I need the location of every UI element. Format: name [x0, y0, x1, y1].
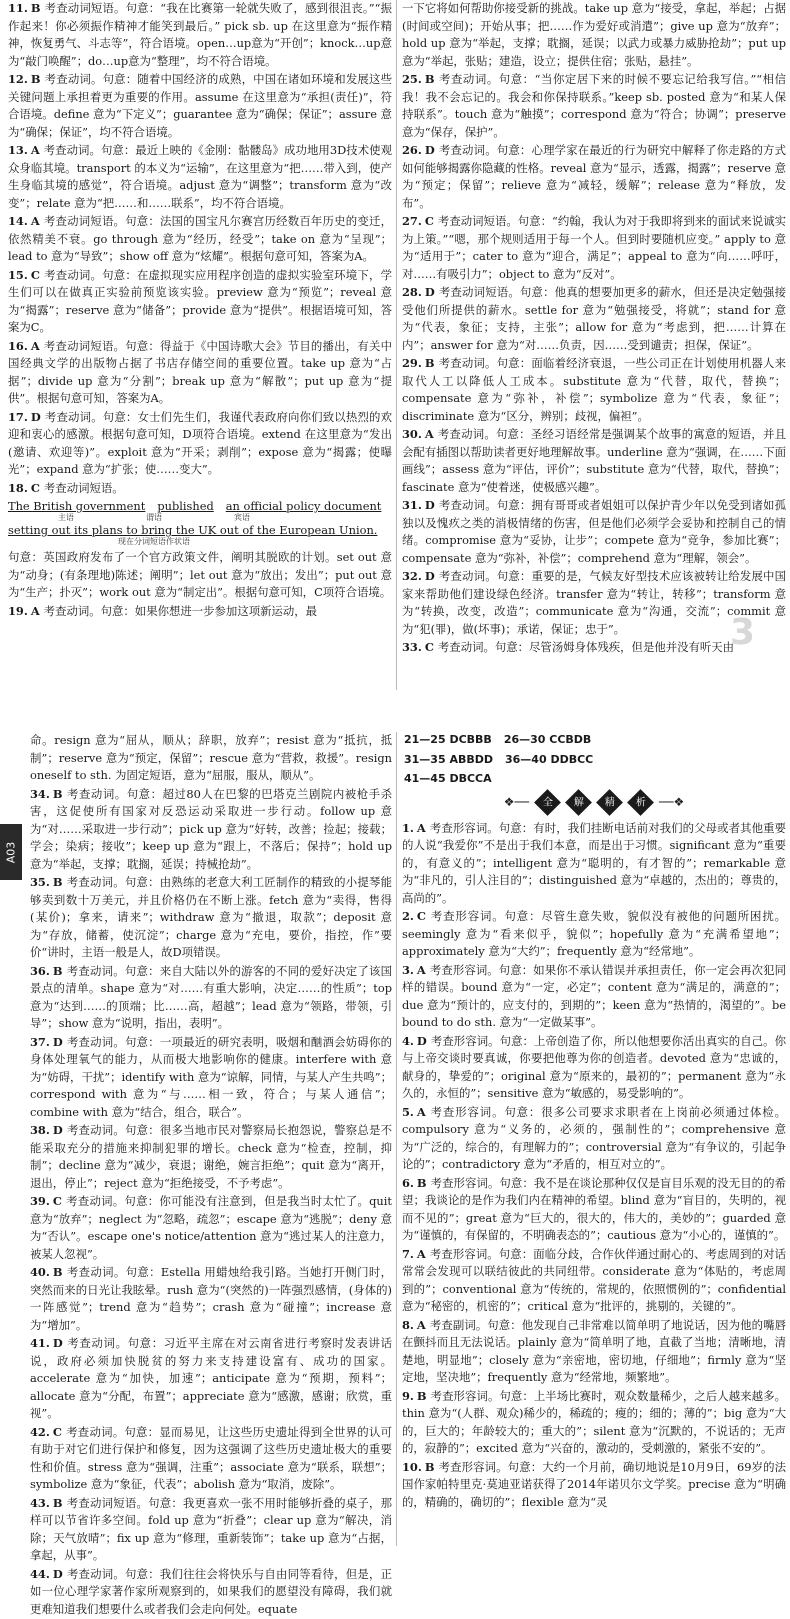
explanation-text: 考查形容词。句意：面临分歧，合作伙伴通过耐心的、考虑周到的对话常常会发现可以联结彼此的共同纽带。considerate 意为“体贴的，考虑周到的”；conventional 意为“传统的，常规的，依照惯例的”；confidential 意为“秘密的，机密的”；critical 意为“批评的，挑剔的，关键的”。	[402, 1246, 786, 1313]
side-tab: A03	[0, 824, 22, 880]
answer-choice: B	[52, 1495, 63, 1510]
answer-choice: D	[30, 409, 41, 424]
explanation-text: 考查动词。句意：面临着经济衰退，一些公司正在计划使用机器人来取代人工以降低人工成本。substitute 意为“代替，取代，替换”；compensate 意为“弥补，补偿”；symbolize 意为“代表，象征”；discriminate 意为“区分，辨别；歧视，偏袒”。	[402, 356, 786, 423]
explanation-text: 考查动词短语。句意：“我在比赛第一轮就失败了，感到很沮丧。”“振作起来！你必须振作精神才能笑到最后。” pick sb. up 在这里意为“振作精神，恢复勇气、斗志等”，符合语境。open…up意为“开创”；knock…up意为“敲门唤醒”；do…up意为“整理”，均不符合语境。	[8, 1, 392, 68]
answer-item	[8, 338, 392, 408]
answer-choice: B	[30, 72, 41, 86]
answer-continuation: 一下它将如何帮助你接受新的挑战。take up 意为“接受，拿起，举起；占据(时间或空间)；开始从事；把……作为爱好或消遣”；give up 意为“放弃”；hold up 意为“举起，支撑；耽搁，延误；以武力或暴力威胁抢劫”；put up 意为“举起，张贴；建造，设立；提供住宿；张贴，悬挂”。	[402, 1, 786, 68]
upper-right-column	[402, 0, 786, 658]
answer-item	[402, 1388, 786, 1458]
banner-char: 精	[596, 789, 623, 816]
sentence-diagram	[8, 499, 392, 547]
answer-item	[8, 71, 392, 141]
answer-item	[402, 962, 786, 1032]
question-number: 42.	[30, 1424, 50, 1439]
answer-choice: B	[52, 1265, 63, 1279]
answer-key: 41—45 DBCCA	[404, 772, 492, 785]
answer-key-block	[402, 732, 786, 787]
answer-choice: A	[30, 214, 40, 228]
answer-item	[30, 1193, 392, 1263]
answer-item	[402, 568, 786, 638]
answer-choice: C	[52, 1424, 62, 1439]
question-number: 2.	[402, 909, 414, 923]
question-number: 31.	[402, 498, 422, 512]
answer-choice: D	[416, 1033, 427, 1048]
answer-item	[402, 639, 786, 657]
explanation-text: 考查动词。句意：心理学家在最近的行为研究中解释了你走路的方式如何能够揭露你隐藏的性格。reveal 意为“显示，透露，揭露”；reserve 意为“预定；保留”；relieve 意为“减轻，缓解”；release 意为“释放，发布”。	[402, 143, 786, 210]
answer-item	[8, 142, 392, 212]
answer-item	[402, 1459, 786, 1512]
answer-item	[8, 409, 392, 479]
answer-choice: A	[30, 143, 40, 157]
answer-item	[8, 0, 392, 70]
question-number: 27.	[402, 214, 422, 228]
answer-choice: A	[416, 1104, 426, 1119]
question-number: 28.	[402, 285, 422, 299]
question-number: 38.	[30, 1123, 50, 1137]
answer-key: 36—40 DDBCC	[505, 752, 594, 766]
answer-item	[402, 142, 786, 212]
answer-item	[402, 355, 786, 425]
explanation-text: 考查副词。句意：他发现自己非常难以简单明了地说话，因为他的嘴唇在颤抖而且无法说话。plainly 意为“简单明了地，直截了当地；清晰地，清楚地，明显地”；closely 意为“亲密地，密切地，仔细地”；firmly 意为“坚定地，坚决地”；frequently 意为“经常地，频繁地”。	[402, 1317, 786, 1384]
answer-item	[402, 213, 786, 283]
banner-char: 析	[627, 789, 654, 816]
question-number: 19.	[8, 603, 28, 618]
answer-item	[402, 820, 786, 908]
answer-key: 26—30 CCBDB	[503, 733, 592, 746]
answer-choice: B	[424, 356, 435, 370]
answer-item	[8, 603, 392, 621]
question-number: 37.	[30, 1034, 50, 1049]
question-number: 4.	[402, 1033, 414, 1048]
question-number: 17.	[8, 409, 28, 424]
answer-choice: D	[424, 285, 435, 299]
explanation-text: 考查动词。句意：在虚拟现实应用程序创造的虚拟实验室环境下，学生们可以在做真正实验前预览该实验。preview 意为“预览”；reveal 意为“揭露”；reserve 意为“储备”；provide 意为“提供”。根据语境可知，答案为C。	[8, 267, 392, 334]
question-number: 13.	[8, 143, 28, 157]
answer-choice: B	[30, 1, 41, 15]
answer-choice: D	[52, 1336, 63, 1350]
answer-item	[30, 1566, 392, 1619]
question-number: 6.	[402, 1175, 414, 1190]
question-number: 10.	[402, 1459, 422, 1474]
answer-key-row	[404, 771, 786, 787]
explanation-text: 考查动词。句意：Estella 用蜡烛给我引路。当她打开侧门时，突然而来的日光让我眩晕。rush 意为“(突然的)一阵强烈感情，(身体的)一阵感觉”；trend 意为“趋势”；crash 意为“碰撞”；increase 意为“增加”。	[30, 1265, 392, 1332]
answer-continuation: 句意：英国政府发布了一个官方政策文件，阐明其脱欧的计划。set out 意为“动身；(有条理地)陈述；阐明”；let out 意为“放出；发出”；put out 意为“生产；扑灭”；work out 意为“制定出”。根据句意可知，C项符合语境。	[8, 550, 392, 599]
column-divider	[396, 732, 397, 1546]
question-number: 7.	[402, 1246, 414, 1261]
answer-item	[30, 1424, 392, 1494]
explanation-text: 考查形容词。句意：大约一个月前，确切地说是10月9日，69岁的法国作家帕特里克·莫迪亚诺获得了2014年诺贝尔文学奖。precise 意为“明确的，精确的，确切的”；flexible 意为“灵	[402, 1459, 786, 1509]
answer-item	[30, 1034, 392, 1122]
page-watermark: 3	[730, 612, 756, 653]
answer-key-row	[404, 732, 786, 748]
question-number: 29.	[402, 356, 422, 370]
answer-choice: C	[424, 640, 434, 654]
explanation-text: 考查动词。句意：我们往往会将快乐与自由同等看待，但是，正如一位心理学家著作家所观察到的，如果我们的愿望没有障碍，我们就更难知道我们想要什么或者我们会走向何处。equate	[30, 1566, 392, 1616]
answer-item	[402, 1175, 786, 1245]
explanation-text: 考查动词。句意：圣经习语经常是强调某个故事的寓意的短语，并且会配有插图以帮助读者更好地理解故事。underline 意为“强调，在……下面画线”；assess 意为“评估，评价”；substitute 意为“代替，取代，替换”；fascinate 意为“使着迷，使极感兴趣”。	[402, 427, 786, 494]
upper-left-column	[8, 0, 392, 621]
answer-choice: B	[424, 72, 435, 86]
answer-choice: C	[30, 267, 40, 282]
question-number: 18.	[8, 480, 28, 495]
question-number: 33.	[402, 640, 422, 654]
explanation-text: 考查形容词。句意：上半场比赛时，观众数量稀少，之后人越来越多。thin 意为“(人群、观众)稀少的，稀疏的；瘦的；细的；薄的”；big 意为“大的，巨大的；年龄较大的；重大的”；silent 意为“沉默的，不说话的；无声的，寂静的”；excited 意为“兴奋的，激动的，受刺激的，紧张不安的”。	[402, 1388, 786, 1455]
question-number: 36.	[30, 963, 50, 978]
answer-choice: A	[416, 1317, 426, 1332]
answer-choice: A	[416, 962, 426, 977]
answer-choice: D	[424, 143, 435, 157]
answer-choice: D	[52, 1566, 63, 1581]
answer-choice: A	[30, 603, 40, 618]
question-number: 34.	[30, 786, 50, 801]
analysis-banner	[402, 793, 786, 812]
explanation-text: 考查动词。句意：“当你定居下来的时候不要忘记给我写信。”“相信我！我不会忘记的。我会和你保持联系。”keep sb. posted 意为“和某人保持联系”。touch 意为“触摸”；correspond 意为“符合；协调”；preserve 意为“保存，保护”。	[402, 72, 786, 139]
answer-choice: D	[424, 569, 435, 583]
answer-choice: C	[52, 1194, 62, 1208]
question-number: 35.	[30, 875, 50, 889]
explanation-text: 考查动词。句意：女士们先生们，我谨代表政府向你们致以热烈的欢迎和衷心的感激。根据句意可知，D项符合语境。extend 在这里意为“发出(邀请、欢迎等)”。exploit 意为“开采；剥削”；expose 意为“揭露；使曝光”；expand 意为“扩张；使……变大”。	[8, 409, 392, 476]
diagram-phrase: The British government	[8, 499, 146, 513]
explanation-text: 考查形容词。句意：很多公司要求求职者在上岗前必须通过体检。compulsory 意为“义务的，必须的，强制性的”；comprehensive 意为“广泛的，综合的，有理解力的”；controversial 意为“有争议的，引起争论的”；contradictory 意为“矛盾的，相互对立的”。	[402, 1104, 786, 1171]
answer-choice: C	[30, 480, 40, 495]
question-number: 9.	[402, 1388, 414, 1403]
diagram-label: 宾语	[234, 513, 250, 522]
explanation-text: 考查动词短语。句意：我更喜欢一张不用时能够折叠的桌子，那样可以节省许多空间。fold up 意为“折叠”；clear up 意为“解决，消除；天气放晴”；fix up 意为“修理，重新装饰”；take up 意为“占据，拿起，从事”。	[30, 1495, 392, 1562]
explanation-text: 考查动词短语。句意：“约翰，我认为对于我即将到来的面试来说诚实为上策。”“嗯，那个规则适用于每一个人。但到时要随机应变。” apply to 意为“适用于”；cater to 意为“迎合，满足”；appeal to 意为“向……呼吁，对……有吸引力”；object to 意为“反对”。	[402, 214, 786, 281]
answer-choice: B	[424, 1459, 435, 1474]
question-number: 40.	[30, 1265, 50, 1279]
answer-item	[402, 71, 786, 141]
answer-choice: A	[424, 427, 434, 441]
answer-item	[30, 1335, 392, 1423]
question-number: 12.	[8, 72, 28, 86]
answer-choice: A	[416, 1246, 426, 1261]
explanation-text: 考查形容词。句意：我不是在谈论那种仅仅是盲目乐观的没无目的的希望；我谈论的是作为我们内在精神的希望。blind 意为“盲目的，失明的，视而不见的”；great 意为“巨大的，很大的，伟大的，美妙的”；guarded 意为“谨慎的，有保留的，不明确表态的”；cautious 意为“小心的，谨慎的”。	[402, 1175, 786, 1242]
answer-item	[402, 1104, 786, 1174]
explanation-text: 考查动词。句意：超过80人在巴黎的巴塔克兰剧院内被枪手杀害，这促使所有国家对反恐运动采取进一步行动。follow up 意为“对……采取进一步行动”；pick up 意为“好转，改善；捡起；接载；学会；染病；接收”；keep up 意为“跟上，不落后；保持”；hold up 意为“举起，支撑；耽搁，延误；持械抢劫”。	[30, 786, 392, 871]
question-number: 3.	[402, 962, 414, 977]
explanation-text: 考查动词。句意：很多当地市民对警察局长抱怨说，警察总是不能采取充分的措施来抑制犯罪的增长。check 意为“检查，控制，抑制”；decline 意为“减少，衰退；谢绝，婉言拒绝”；quit 意为“离开，退出，停止”；reject 意为“拒绝接受，不予考虑”。	[30, 1123, 392, 1190]
answer-choice: B	[416, 1388, 427, 1403]
answer-choice: D	[52, 1123, 63, 1137]
explanation-text: 考查动词短语。句意：他真的想要加更多的薪水，但还是决定勉强接受他们所提供的薪水。settle for 意为“勉强接受，将就”；stand for 意为“代表，象征；支持，主张”；allow for 意为“考虑到，把……计算在内”；answer for 意为“对……负责，因……受到谴责；担保，保证”。	[402, 285, 786, 352]
answer-choice: A	[30, 338, 40, 353]
explanation-text: 考查动词。句意：显而易见，让这些历史遗址得到全世界的认可有助于对它们进行保护和修复，因为这强调了这些历史遗址极大的重要性和价值。stress 意为“强调，注重”；associate 意为“联系，联想”；symbolize 意为“象征，代表”；abolish 意为“取消，废除”。	[30, 1424, 392, 1491]
diagram-label: 现在分词短语作状语	[118, 537, 190, 546]
answer-key-row	[404, 752, 786, 768]
explanation-text: 考查动词。句意：一项最近的研究表明，吸烟和酗酒会妨碍你的身体处理氧气的能力，从而极大地影响你的健康。interfere with 意为“妨碍，干扰”；identify with 意为“谅解，同情，与某人产生共鸣”；correspond with 意为“与……相一致，符合；与某人通信”；combine with 意为“结合，组合，联合”。	[30, 1034, 392, 1119]
answer-continuation: 命。resign 意为“屈从，顺从；辞职，放弃”；resist 意为“抵抗，抵制”；reserve 意为“预定，保留”；rescue 意为“营救，救援”。resign oneself to sth. 为固定短语，意为“屈服，服从，顺从”。	[30, 733, 392, 782]
question-number: 5.	[402, 1104, 414, 1119]
explanation-text: 考查形容词。句意：上帝创造了你，所以他想要你活出真实的自己。你与上帝交谈时要真诚，你要把他尊为你的创造者。devoted 意为“忠诚的，献身的，挚爱的”；original 意为“原来的，最初的”；permanent 意为“永久的，永恒的”；sensitive 意为“敏感的，易受影响的”。	[402, 1033, 786, 1100]
answer-item	[402, 1246, 786, 1316]
question-number: 26.	[402, 143, 422, 157]
column-divider	[396, 0, 397, 690]
question-number: 32.	[402, 569, 422, 583]
explanation-text: 考查形容词。句意：如果你不承认错误并承担责任，你一定会再次犯同样的错误。bound 意为“一定，必定”；content 意为“满足的，满意的”；due 意为“预计的，应支付的，到期的”；keen 意为“热情的，渴望的”。be bound to do sth. 意为“一定做某事”。	[402, 962, 786, 1029]
explanation-text: 考查动词。句意：由熟练的老意大利工匠制作的精致的小提琴能够卖到数十万美元，并且价格仍在不断上涨。fetch 意为“卖得，售得(某价)；拿来，请来”；withdraw 意为“撤退，取款”；deposit 意为“存放，储蓄，使沉淀”；charge 意为“充电，要价，指控，作”要价“讲时，主语一般是人，故D项错误。	[30, 875, 392, 959]
diagram-phrase: published	[157, 499, 214, 513]
diagram-phrase: setting out its plans to bring the UK out of the European Union.	[8, 523, 378, 537]
answer-key: 21—25 DCBBB	[404, 733, 492, 746]
answer-item	[402, 1033, 786, 1103]
banner-char: 全	[534, 789, 561, 816]
answer-item	[402, 908, 786, 961]
explanation-text: 考查动词短语。句意：得益于《中国诗歌大会》节目的播出，有关中国经典文学的出版物占据了书店存储空间的重要位置。take up 意为“占据”；divide up 意为“分割”；break up 意为“解散”；put up 意为“提供”。根据句意可知，答案为A。	[8, 338, 392, 405]
explanation-text: 考查动词。句意：来自大陆以外的游客的不同的爱好决定了该国景点的清单。shape 意为“对……有重大影响，决定……的性质”；top 意为“达到……的顶端；比……高，超越”；lead 意为“领路，带领，引导”；show 意为“说明，指出，表明”。	[30, 963, 392, 1030]
explanation-text: 考查动词。句意：重要的是，气候友好型技术应该被转让给发展中国家来帮助他们建设绿色经济。transfer 意为“转让，转移”；transform 意为“转换，改变，改造”；communicate 意为“沟通，交流”；commit 意为“犯(罪)，做(坏事)；承诺，保证；忠于”。	[402, 569, 786, 636]
question-number: 30.	[402, 427, 422, 441]
answer-item	[402, 284, 786, 354]
ornament-right: ──❖	[659, 794, 685, 809]
explanation-text: 考查动词短语。句意：法国的国宝凡尔赛宫历经数百年历史的变迁，依然精美不衰。go through 意为“经历，经受”；take on 意为“呈现”；lead to 意为“导致”；show off 意为“炫耀”。根据句意可知，答案为A。	[8, 214, 392, 263]
question-number: 43.	[30, 1495, 50, 1510]
answer-item	[8, 480, 392, 498]
answer-choice: A	[416, 820, 426, 835]
answer-choice: D	[424, 498, 435, 512]
diagram-phrase: an official policy document	[225, 499, 382, 513]
banner-char: 解	[565, 789, 592, 816]
answer-item	[8, 267, 392, 337]
explanation-text: 考查动词。句意：拥有哥哥或者姐姐可以保护青少年以免受到诸如孤独以及愧疚之类的消极情绪的伤害，但是他们必须学会妥协和控制自己的情绪。compromise 意为“妥协，让步”；compete 意为“竞争，参加比赛”；compensate 意为“弥补，补偿”；comprehend 意为“理解，领会”。	[402, 498, 786, 565]
answer-item	[402, 1317, 786, 1387]
question-number: 15.	[8, 267, 28, 282]
answer-choice: B	[52, 963, 63, 978]
upper-page	[0, 0, 790, 690]
diagram-label: 谓语	[146, 513, 162, 522]
answer-item	[402, 497, 786, 567]
explanation-text: 考查动词。句意：你可能没有注意到，但是我当时太忙了。quit 意为“放弃”；neglect 为“忽略，疏忽”；escape 意为“逃脱”；deny 意为“否认”。escape one's notice/attention 意为“逃过某人的注意力，被某人忽视”。	[30, 1194, 392, 1261]
answer-choice: C	[424, 214, 434, 228]
question-number: 25.	[402, 72, 422, 86]
answer-item	[8, 213, 392, 266]
explanation-text: 考查形容词。句意：尽管生意失败，貌似没有被他的问题所困扰。seemingly 意为“看来似乎，貌似”；hopefully 意为“充满希望地”；approximately 意为“大约”；frequently 意为“经常地”。	[402, 909, 786, 958]
question-number: 1.	[402, 820, 414, 835]
explanation-text: 考查动词。句意：如果你想进一步参加这项新运动，最	[43, 603, 318, 618]
answer-choice: B	[52, 875, 63, 889]
answer-choice: B	[416, 1175, 427, 1190]
question-number: 41.	[30, 1336, 50, 1350]
page-gap	[0, 690, 790, 732]
explanation-text: 考查动词。句意：最近上映的《金刚：骷髅岛》成功地用3D技术使观众身临其境。transport 的本义为“运输”，在这里意为“把……带入到，使产生身临其境的感觉”，符合语境。adjust 意为“调整”；transform 意为“改变”；relate 意为“把……和……联系”，均不符合语境。	[8, 143, 392, 210]
answer-item	[30, 1495, 392, 1565]
answer-item	[30, 874, 392, 962]
answer-choice: B	[52, 786, 63, 801]
answer-item	[30, 1264, 392, 1334]
question-number: 11.	[8, 1, 28, 15]
answer-item	[30, 786, 392, 874]
explanation-text: 考查动词。句意：尽管汤姆身体残疾，但是他并没有听天由	[437, 640, 735, 654]
question-number: 14.	[8, 214, 28, 228]
answer-choice: D	[52, 1034, 63, 1049]
explanation-text: 考查动词短语。	[43, 480, 124, 495]
ornament-left: ❖──	[503, 794, 529, 809]
question-number: 16.	[8, 338, 28, 353]
explanation-text: 考查动词。句意：习近平主席在对云南省进行考察时发表讲话说，政府必须加快脱贫的努力来支持建设富有、成功的国家。accelerate 意为“加快，加速”；anticipate 意为“预期，预料”；allocate 意为“分配，布置”；appreciate 意为“感激，感谢；欣赏，重视”。	[30, 1336, 392, 1420]
answer-key: 31—35 ABBDD	[404, 752, 493, 766]
answer-item	[30, 1122, 392, 1192]
lower-left-column	[30, 732, 392, 1619]
question-number: 8.	[402, 1317, 414, 1332]
lower-right-column	[402, 732, 786, 1512]
answer-item	[30, 963, 392, 1033]
answer-item	[402, 426, 786, 496]
explanation-text: 考查动词。句意：随着中国经济的成熟，中国在诸如环境和发展这些关键问题上承担着更为重要的作用。assume 在这里意为“承担(责任)”，符合语境。define 意为“下定义”；guarantee 意为“确保；保证”；assure 意为“确保；保证”，均不符合语境。	[8, 72, 392, 139]
question-number: 44.	[30, 1566, 50, 1581]
answer-choice: C	[416, 909, 426, 923]
explanation-text: 考查形容词。句意：有时，我们挂断电话前对我们的父母或者其他重要的人说“我爱你”不是出于我们本意，而是出于习惯。significant 意为“重要的，有意义的”；intelligent 意为“聪明的，有才智的”；remarkable 意为“非凡的，引人注目的”；distinguished 意为“卓越的，杰出的；尊贵的，高尚的”。	[402, 820, 786, 905]
question-number: 39.	[30, 1194, 50, 1208]
diagram-label: 主语	[58, 513, 74, 522]
lower-page	[0, 732, 790, 1616]
